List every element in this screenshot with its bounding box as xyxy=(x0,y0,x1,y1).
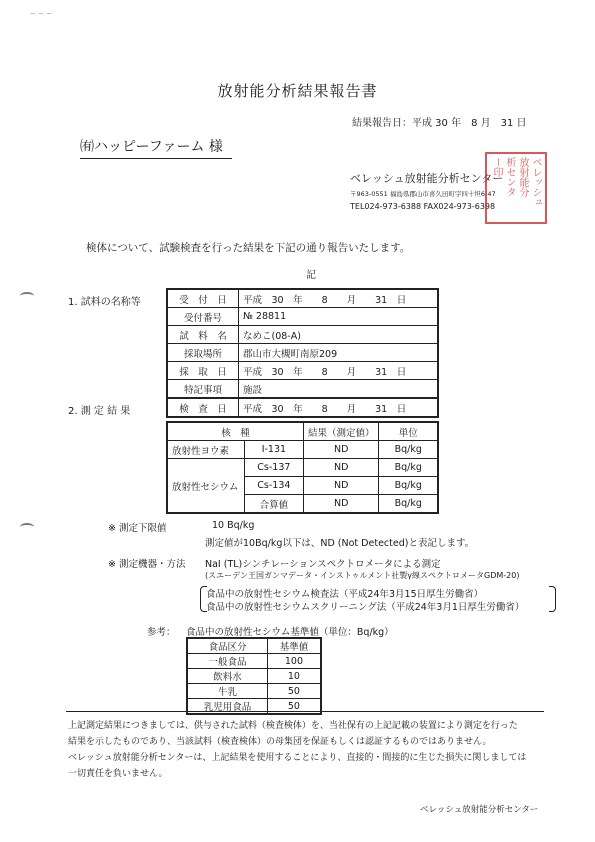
table-header: 核 種 結果（測定値） 単位 xyxy=(167,422,438,441)
method-line3: 食品中の放射性セシウム検査法（平成24年3月15日厚生労働省） xyxy=(206,589,484,600)
test-date-label: 検 査 日 xyxy=(167,398,239,417)
method-bracket-right xyxy=(549,586,556,612)
section2-heading: 2. 測 定 結 果 xyxy=(68,406,131,417)
method-line4: 食品中の放射性セシウムスクリーニング法（平成24年3月1日厚生労働省） xyxy=(206,602,525,613)
method-line2: (スエーデン王国ガンマデータ・インストゥルメント社製γ線スペクトロメータGDM-20) xyxy=(205,571,520,580)
recipient: ㈲ハッピーファーム 様 xyxy=(80,136,232,159)
company-seal: ベレッシュ 放射能分 析センタ ー印 xyxy=(485,152,547,224)
method-label: ※ 測定機器・方法 xyxy=(108,559,186,570)
disclaimer-line2: 結果を示したものであり、当該試料（検査検体）の母集団を保証もしくは認証するものではありません。 xyxy=(68,737,492,747)
table-row: 特記事項 施設 xyxy=(167,380,438,399)
report-date: 結果報告日：平成 30 年 8 月 31 日 xyxy=(352,118,527,129)
table-row: 受 付 日 平成 30 年 8 月 31 日 xyxy=(167,289,438,308)
page-title: 放射能分析結果報告書 xyxy=(217,82,378,100)
issuer-name: ベレッシュ放射能分析センター xyxy=(350,172,504,185)
table-row: Cs-134 ND Bq/kg xyxy=(167,477,438,495)
results-table xyxy=(166,421,439,514)
table-row: 受付番号 № 28811 xyxy=(167,308,438,326)
table-row: 放射性ヨウ素 I-131 ND Bq/kg xyxy=(167,441,438,459)
test-date-table xyxy=(166,397,439,418)
reference-table xyxy=(186,637,322,715)
table-row: 放射性セシウム Cs-137 ND Bq/kg xyxy=(167,459,438,477)
limit-note: 測定値が10Bq/kg以下は、ND (Not Detected)と表記します。 xyxy=(205,538,475,549)
reference-title: 食品中の放射性セシウム基準値（単位：Bq/kg） xyxy=(186,627,394,638)
table-header: 食品区分 基準値 xyxy=(187,638,321,654)
table-row: 牛乳 50 xyxy=(187,684,321,699)
disclaimer-line1: 上記測定結果につきましては、供与された試料（検査検体）を、当社保有の上記記載の装置により測定を行った xyxy=(68,721,518,731)
issuer-address: 〒963-0551 福島県郡山市喜久田町字四十坦6-47 xyxy=(350,190,496,198)
table-row: 試 料 名 なめこ(08-A) xyxy=(167,326,438,344)
footer-issuer: ベレッシュ放射能分析センター xyxy=(420,805,539,815)
disclaimer-line4: 一切責任を負いません。 xyxy=(68,769,168,779)
table-row: 乳児用食品 50 xyxy=(187,699,321,715)
issuer-tel: TEL024-973-6388 FAX024-973-6398 xyxy=(350,202,496,211)
reference-label: 参考： xyxy=(147,627,176,638)
limit-value: 10 Bq/kg xyxy=(212,520,255,531)
section1-heading: 1. 試料の名称等 xyxy=(68,297,141,308)
disclaimer-line3: ベレッシュ放射能分析センターは、上記結果を使用することにより、直接的・間接的に生じた損失に関しましては xyxy=(68,753,527,763)
table-row: 採取場所 郡山市大槻町南原209 xyxy=(167,344,438,362)
table-row: 採 取 日 平成 30 年 8 月 31 日 xyxy=(167,362,438,380)
test-date-value: 平成 30 年 8 月 31 日 xyxy=(239,398,439,417)
intro-text: 検体について、試験検査を行った結果を下記の通り報告いたします。 xyxy=(86,242,411,254)
table-row: 飲料水 10 xyxy=(187,669,321,684)
sample-info-table xyxy=(166,288,439,399)
ki-label: 記 xyxy=(306,270,316,281)
corner-note: ~ ~ ~ xyxy=(30,10,53,18)
table-row: 一般食品 100 xyxy=(187,654,321,669)
limit-label: ※ 測定下限値 xyxy=(108,523,167,534)
divider xyxy=(66,711,544,712)
method-line1: NaI (TL)シンチレーションスペクトロメータによる測定 xyxy=(205,559,441,570)
table-row: 合算値 ND Bq/kg xyxy=(167,495,438,514)
